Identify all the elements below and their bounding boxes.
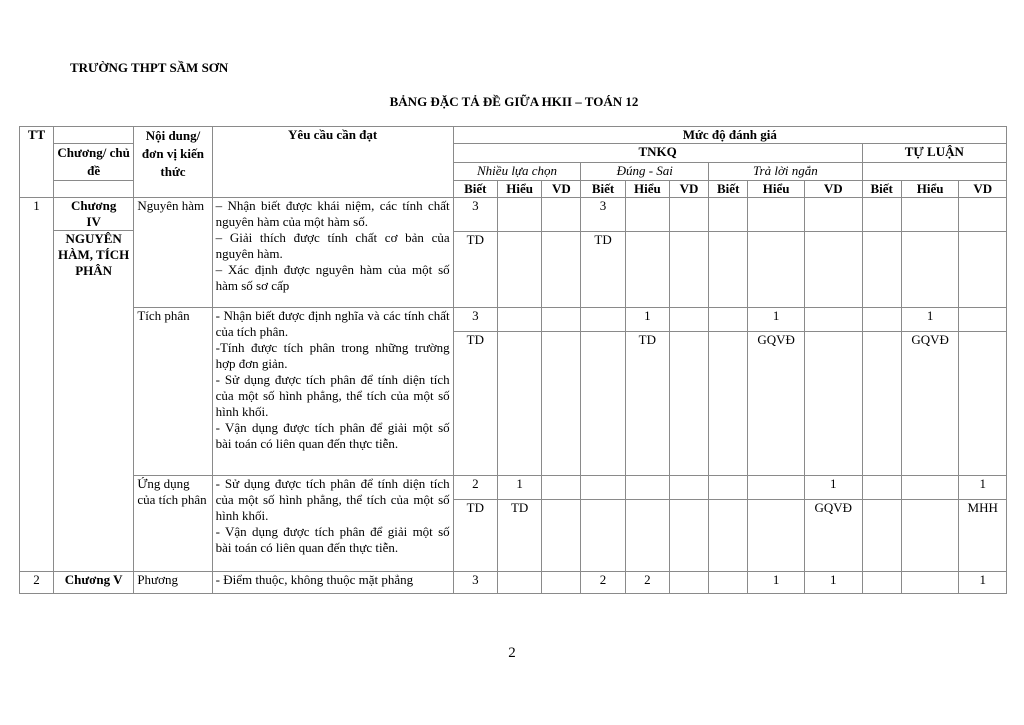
- competency-cell: [542, 500, 581, 572]
- count-cell: [959, 198, 1007, 232]
- competency-cell: [542, 232, 581, 308]
- count-cell: [625, 476, 669, 500]
- competency-cell: [497, 332, 541, 476]
- header-row-1: [20, 127, 1007, 144]
- header-hieu: Hiểu: [497, 181, 541, 198]
- competency-cell: [670, 332, 709, 476]
- competency-cell: [625, 500, 669, 572]
- count-cell: 1: [497, 476, 541, 500]
- count-cell: 1: [804, 476, 862, 500]
- chapter-number: Chương V: [53, 572, 133, 594]
- competency-cell: TD: [581, 232, 625, 308]
- specification-table: [19, 126, 1007, 594]
- competency-cell: [901, 500, 959, 572]
- count-cell: [497, 198, 541, 232]
- header-vd: VD: [670, 181, 709, 198]
- page-number: 2: [508, 645, 516, 661]
- competency-cell: [862, 500, 901, 572]
- competency-cell: GQVĐ: [804, 500, 862, 572]
- content-cell: Tích phân: [134, 308, 212, 476]
- competency-cell: [901, 232, 959, 308]
- competency-cell: [959, 332, 1007, 476]
- table-row: [20, 308, 1007, 332]
- competency-cell: [748, 500, 805, 572]
- header-vd: VD: [542, 181, 581, 198]
- count-cell: [625, 198, 669, 232]
- competency-cell: [670, 232, 709, 308]
- count-cell: [862, 476, 901, 500]
- count-cell: [581, 308, 625, 332]
- count-cell: [670, 308, 709, 332]
- count-cell: [804, 308, 862, 332]
- count-cell: [542, 572, 581, 594]
- competency-cell: [542, 332, 581, 476]
- competency-cell: [709, 232, 748, 308]
- content-cell: Ứng dụng của tích phân: [134, 476, 212, 572]
- header-mcq: Nhiều lựa chọn: [453, 162, 581, 181]
- table-row: [20, 572, 1007, 594]
- requirement-cell: - Nhận biết được định nghĩa và các tính chất của tích phân. -Tính được tích phân trong những trường hợp đơn giản. - Sử dụng được tích phân để tính diện tích của một số hình phẳng, thể tích của một số hình khối. - Vận dụng được tích phân để giải một số bài toán có liên quan đến thực tiễn.: [212, 308, 453, 476]
- count-cell: [542, 308, 581, 332]
- count-cell: [709, 308, 748, 332]
- header-vd: VD: [804, 181, 862, 198]
- competency-cell: [804, 232, 862, 308]
- count-cell: [748, 476, 805, 500]
- chapter-number: Chương IV: [70, 198, 117, 229]
- header-tnkq: TNKQ: [453, 144, 862, 163]
- count-cell: 1: [748, 572, 805, 594]
- count-cell: [901, 476, 959, 500]
- count-cell: [542, 476, 581, 500]
- count-cell: 2: [453, 476, 497, 500]
- competency-cell: TD: [453, 232, 497, 308]
- header-truefalse: Đúng - Sai: [581, 162, 709, 181]
- document-title: BẢNG ĐẶC TẢ ĐỀ GIỮA HKII – TOÁN 12: [389, 94, 639, 109]
- count-cell: 1: [625, 308, 669, 332]
- competency-cell: [709, 332, 748, 476]
- header-biet: Biết: [862, 181, 901, 198]
- header-biet: Biết: [453, 181, 497, 198]
- count-cell: 3: [453, 198, 497, 232]
- header-short-answer: Trả lời ngắn: [709, 162, 862, 181]
- count-cell: [581, 476, 625, 500]
- chapter-cell: [53, 198, 133, 572]
- competency-cell: [581, 500, 625, 572]
- count-cell: 1: [901, 308, 959, 332]
- header-biet: Biết: [709, 181, 748, 198]
- table-row: [20, 476, 1007, 500]
- school-name: TRƯỜNG THPT SẦM SƠN: [70, 60, 229, 75]
- count-cell: 3: [581, 198, 625, 232]
- competency-cell: [862, 332, 901, 476]
- count-cell: [709, 476, 748, 500]
- header-chapter: Chương/ chủ đề: [53, 144, 133, 181]
- competency-cell: TD: [453, 500, 497, 572]
- competency-cell: GQVĐ: [748, 332, 805, 476]
- count-cell: [670, 476, 709, 500]
- competency-cell: TD: [497, 500, 541, 572]
- competency-cell: [581, 332, 625, 476]
- table-row: [20, 198, 1007, 232]
- competency-cell: [709, 500, 748, 572]
- competency-cell: [862, 232, 901, 308]
- requirement-cell: - Sử dụng được tích phân để tính diện tích của một số hình phẳng, thể tích của một số hình khối. - Vận dụng được tích phân để giải một số bài toán có liên quan đến thực tiễn.: [212, 476, 453, 572]
- count-cell: [862, 572, 901, 594]
- content-cell: Phương: [134, 572, 212, 594]
- requirement-cell: - Điểm thuộc, không thuộc mặt phẳng: [212, 572, 453, 594]
- header-tt: TT: [20, 127, 54, 181]
- competency-cell: [497, 232, 541, 308]
- count-cell: [862, 198, 901, 232]
- header-biet: Biết: [581, 181, 625, 198]
- header-hieu: Hiểu: [625, 181, 669, 198]
- header-content: Nội dung/đơn vị kiến thức: [134, 127, 212, 198]
- count-cell: [901, 572, 959, 594]
- count-cell: [804, 198, 862, 232]
- header-level: Mức độ đánh giá: [453, 127, 1006, 144]
- header-hieu: Hiểu: [748, 181, 805, 198]
- count-cell: 2: [581, 572, 625, 594]
- competency-cell: [748, 232, 805, 308]
- header-tuluan: TỰ LUẬN: [862, 144, 1006, 163]
- count-cell: [670, 198, 709, 232]
- competency-cell: [804, 332, 862, 476]
- count-cell: [709, 572, 748, 594]
- count-cell: [542, 198, 581, 232]
- header-vd: VD: [959, 181, 1007, 198]
- competency-cell: [670, 500, 709, 572]
- count-cell: [901, 198, 959, 232]
- header-requirement: Yêu cầu cần đạt: [212, 127, 453, 198]
- competency-cell: [959, 232, 1007, 308]
- competency-cell: GQVĐ: [901, 332, 959, 476]
- row-number: 2: [20, 572, 54, 594]
- count-cell: [497, 572, 541, 594]
- count-cell: [709, 198, 748, 232]
- count-cell: 3: [453, 308, 497, 332]
- count-cell: 1: [804, 572, 862, 594]
- competency-cell: MHH: [959, 500, 1007, 572]
- competency-cell: [625, 232, 669, 308]
- count-cell: 2: [625, 572, 669, 594]
- content-cell: Nguyên hàm: [134, 198, 212, 308]
- count-cell: [497, 308, 541, 332]
- header-hieu: Hiểu: [901, 181, 959, 198]
- requirement-cell: – Nhận biết được khái niệm, các tính chất nguyên hàm của một hàm số. – Giải thích được tính chất cơ bản của nguyên hàm. – Xác định được nguyên hàm của một số hàm số sơ cấp: [212, 198, 453, 308]
- competency-cell: TD: [453, 332, 497, 476]
- competency-cell: TD: [625, 332, 669, 476]
- row-number: 1: [20, 198, 54, 572]
- count-cell: [862, 308, 901, 332]
- count-cell: 3: [453, 572, 497, 594]
- count-cell: [670, 572, 709, 594]
- count-cell: 1: [959, 476, 1007, 500]
- count-cell: [959, 308, 1007, 332]
- count-cell: [748, 198, 805, 232]
- count-cell: 1: [959, 572, 1007, 594]
- chapter-name: NGUYÊN HÀM, TÍCH PHÂN: [54, 230, 133, 279]
- count-cell: 1: [748, 308, 805, 332]
